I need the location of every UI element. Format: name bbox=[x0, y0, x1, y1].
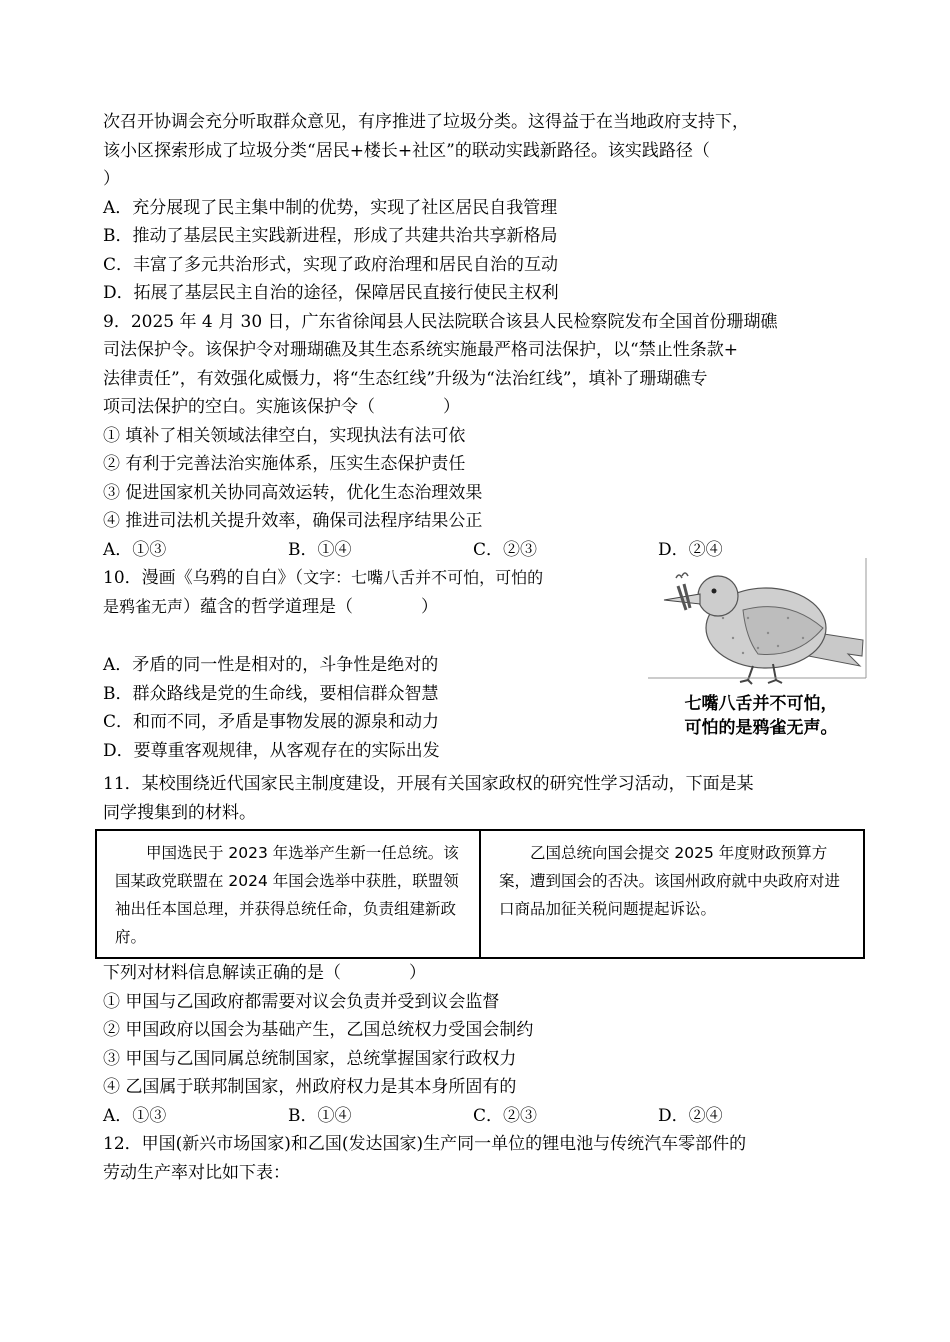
q11-statement-1: ① 甲国与乙国政府都需要对议会负责并受到议会监督 bbox=[103, 991, 500, 1012]
material-country-a: 甲国选民于 2023 年选举产生新一任总统。该国某政党联盟在 2024 年国会选举中获胜，联盟领袖出任本国总理，并获得总统任命，负责组建新政府。 bbox=[115, 844, 459, 946]
q11-choice-c: C．②③ bbox=[473, 1105, 538, 1126]
q11-statement-3: ③ 甲国与乙国同属总统制国家，总统掌握国家行政权力 bbox=[103, 1048, 517, 1069]
q12-stem-line: 劳动生产率对比如下表： bbox=[103, 1162, 290, 1183]
q8-option-c: C．丰富了多元共治形式，实现了政府治理和居民自治的互动 bbox=[103, 254, 559, 275]
q9-statements bbox=[103, 422, 843, 536]
exam-page bbox=[103, 108, 843, 1187]
q11-choice-d: D．②④ bbox=[658, 1105, 723, 1126]
q10-stem-part: ）蕴含的哲学道理是（ ） bbox=[183, 596, 439, 617]
q11-question: 下列对材料信息解读正确的是（ ） bbox=[103, 963, 426, 983]
q9-stem-line: 9．2025 年 4 月 30 日，广东省徐闻县人民法院联合该县人民检察院发布全国首份珊瑚礁 bbox=[103, 311, 778, 332]
q9-statement-2: ② 有利于完善法治实施体系，压实生态保护责任 bbox=[103, 454, 466, 474]
q10-option-a: A．矛盾的同一性是相对的，斗争性是绝对的 bbox=[103, 655, 439, 675]
q11-stem bbox=[103, 770, 843, 827]
q11-statement-4: ④ 乙国属于联邦制国家，州政府权力是其本身所固有的 bbox=[103, 1077, 517, 1097]
q9-stem bbox=[103, 308, 843, 422]
q8-option-d: D．拓展了基层民主自治的途径，保障居民直接行使民主权利 bbox=[103, 283, 559, 303]
q9-statement-1: ① 填补了相关领域法律空白，实现执法有法可依 bbox=[103, 425, 466, 446]
q12-stem-line: 12．甲国(新兴市场国家)和乙国(发达国家)生产同一单位的锂电池与传统汽车零部件的 bbox=[103, 1134, 747, 1154]
q8-option-a: A．充分展现了民主集中制的优势，实现了社区居民自我管理 bbox=[103, 197, 558, 218]
q10-stem-line-2 bbox=[103, 593, 633, 622]
q10-option-b: B．群众路线是党的生命线，要相信群众智慧 bbox=[103, 683, 439, 704]
q9-choice-a: A．①③ bbox=[103, 539, 167, 560]
q10-caption-quote: 文字：七嘴八舌并不可怕，可怕的 bbox=[303, 568, 544, 587]
q10-stem-line-1 bbox=[103, 564, 633, 593]
q8-option-b: B．推动了基层民主实践新进程，形成了共建共治共享新格局 bbox=[103, 226, 558, 246]
q9-statement-4: ④ 推进司法机关提升效率，确保司法程序结果公正 bbox=[103, 511, 483, 531]
q9-choice-b: B．①④ bbox=[288, 539, 352, 560]
q11-statement-2: ② 甲国政府以国会为基础产生，乙国总统权力受国会制约 bbox=[103, 1020, 534, 1040]
q9-choice-c: C．②③ bbox=[473, 539, 538, 560]
cartoon-caption-line: 七嘴八舌并不可怕， bbox=[684, 694, 838, 714]
q12-stem bbox=[103, 1130, 843, 1187]
q11-stem-line: 同学搜集到的材料。 bbox=[103, 802, 256, 823]
material-cell-right bbox=[480, 830, 864, 958]
q10-caption-quote: 是鸦雀无声 bbox=[103, 596, 184, 616]
cartoon-caption-line: 可怕的是鸦雀无声。 bbox=[684, 718, 838, 738]
q8-options bbox=[103, 194, 843, 308]
q9-choice-d: D．②④ bbox=[658, 539, 723, 560]
q11-stem-line: 11．某校围绕近代国家民主制度建设，开展有关国家政权的研究性学习活动，下面是某 bbox=[103, 774, 754, 794]
q9-stem-line: 司法保护令。该保护令对珊瑚礁及其生态系统实施最严格司法保护，以“禁止性条款+ bbox=[103, 340, 738, 360]
q8-stem bbox=[103, 108, 843, 194]
q9-stem-line: 项司法保护的空白。实施该保护令（ ） bbox=[103, 397, 460, 417]
q8-stem-line: 次召开协调会充分听取群众意见，有序推进了垃圾分类。这得益于在当地政府支持下， bbox=[103, 112, 749, 132]
q11-choice-a: A．①③ bbox=[103, 1105, 167, 1126]
q11-choices bbox=[103, 1102, 843, 1131]
q11-material-table bbox=[95, 829, 865, 959]
q8-stem-line: 该小区探索形成了垃圾分类“居民+楼长+社区”的联动实践新路径。该实践路径（ bbox=[103, 140, 710, 161]
material-cell-left bbox=[96, 830, 480, 958]
q9-statement-3: ③ 促进国家机关协同高效运转，优化生态治理效果 bbox=[103, 482, 483, 503]
q10-option-d: D．要尊重客观规律，从客观存在的实际出发 bbox=[103, 740, 440, 761]
q11-statements bbox=[103, 988, 843, 1102]
q10-text bbox=[103, 564, 633, 765]
q10-block bbox=[103, 564, 843, 770]
q8-stem-line: ） bbox=[103, 169, 120, 189]
q11-choice-b: B．①④ bbox=[288, 1105, 352, 1126]
cartoon-caption bbox=[651, 692, 871, 740]
q10-option-c: C．和而不同，矛盾是事物发展的源泉和动力 bbox=[103, 712, 440, 732]
q10-stem-part: 10．漫画《乌鸦的自白》（ bbox=[103, 568, 304, 588]
material-country-b: 乙国总统向国会提交 2025 年度财政预算方案，遭到国会的否决。该国州政府就中央政府对进口商品加征关税问题提起诉讼。 bbox=[499, 844, 841, 918]
q9-stem-line: 法律责任”，有效强化威慑力，将“生态红线”升级为“法治红线”，填补了珊瑚礁专 bbox=[103, 368, 708, 389]
